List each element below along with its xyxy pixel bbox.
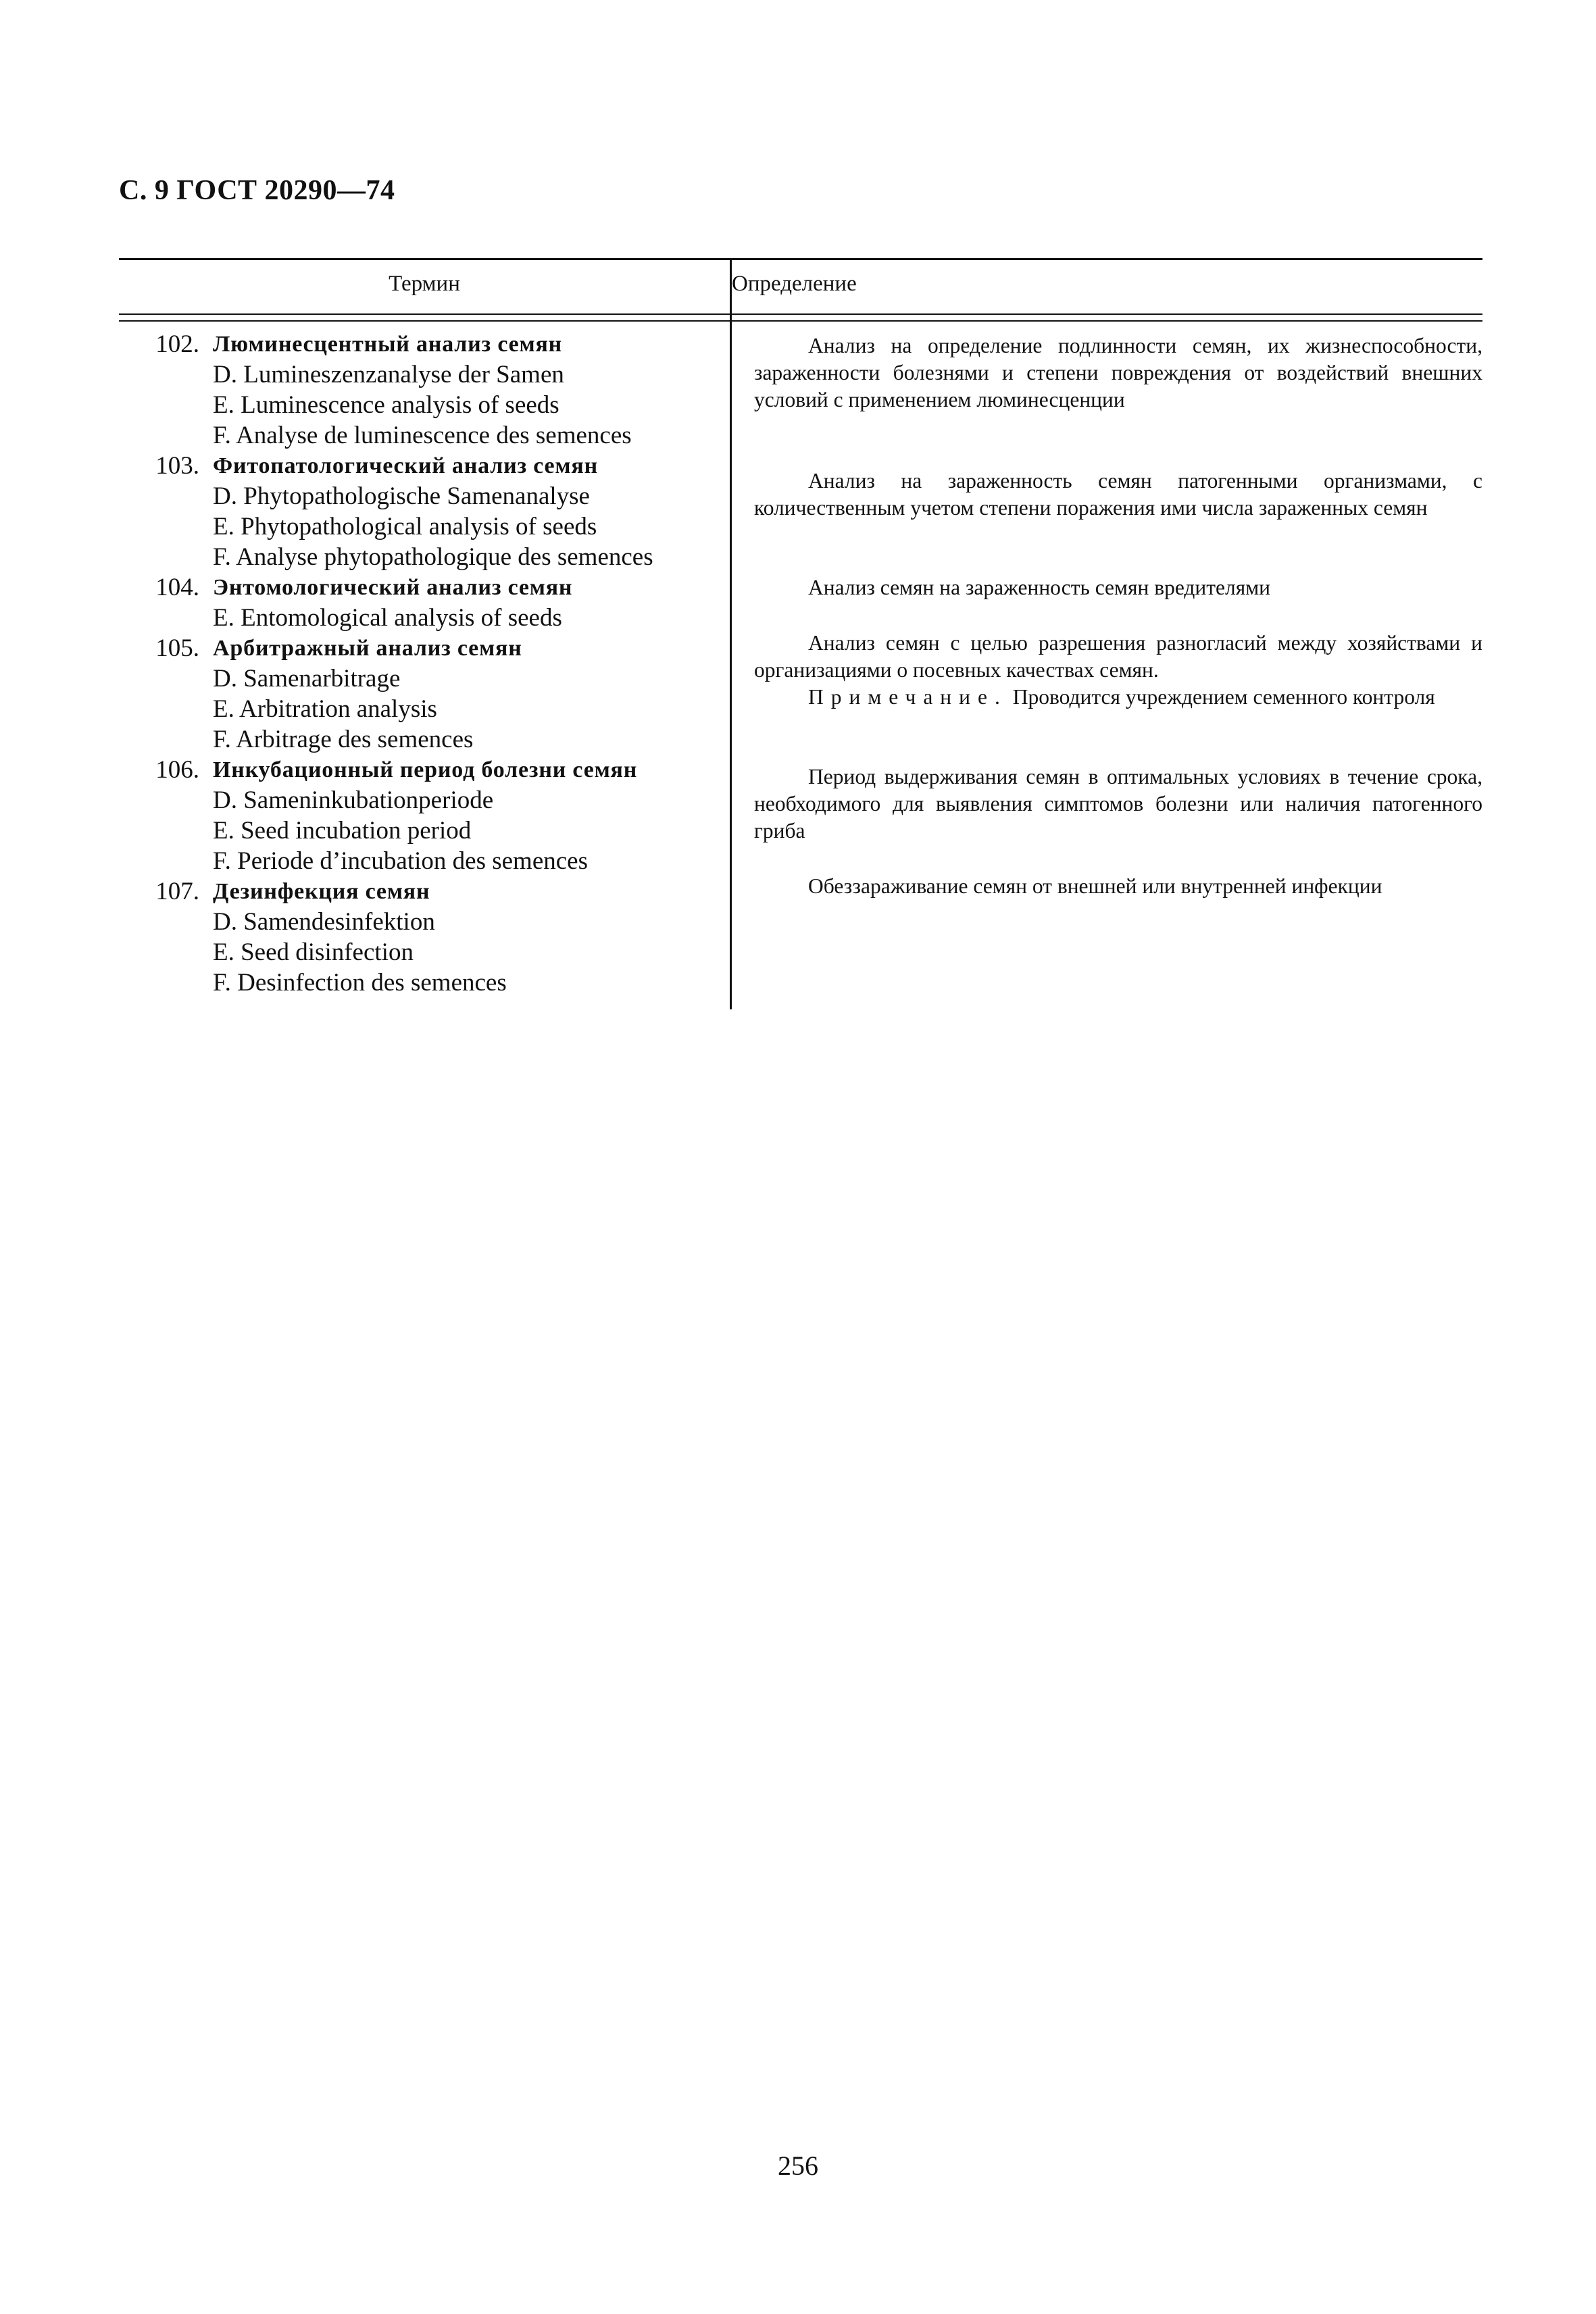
term-equivalent: D. Sameninkubationperiode [213,786,494,814]
header-rule [119,313,1482,315]
term-row [119,876,727,907]
definition-text [754,630,1482,711]
term-number: 102. [155,330,199,358]
column-header-term: Термин [389,272,460,296]
header-rule-double [119,320,1482,322]
term-row [119,329,727,359]
definition-paragraph: Анализ семян с целью разрешения разногласий между хозяйствами и организациями о посевных качествах семян. [754,631,1482,682]
definition-paragraph: Период выдерживания семян в оптимальных условиях в течение срока, необходимого для выявления симптомов болезни или наличия патогенного гриба [754,765,1482,842]
term-equivalent: E. Arbitration analysis [213,695,437,723]
column-header-definition: Определение [732,272,857,296]
term-row [119,633,727,663]
term-equivalent: E. Luminescence analysis of seeds [213,391,559,419]
term-number: 106. [155,756,199,784]
definition-paragraph: Обеззараживание семян от внешней или внутренней инфекции [808,874,1382,898]
term-row [119,572,727,603]
term-name: Фитопатологический анализ семян [213,453,598,478]
term-equivalent: F. Arbitrage des semences [213,726,474,753]
term-name: Люминесцентный анализ семян [213,332,563,357]
definition-text [754,468,1482,522]
term-equivalent: F. Periode d’incubation des semences [213,847,588,875]
term-column [119,329,727,998]
definition-paragraph: Анализ на определение подлинности семян, их жизнеспособности, зараженности болезнями и степени повреждения от воздействий внешних условий с применением люминесценции [754,334,1482,411]
term-equivalent: D. Lumineszenzanalyse der Samen [213,361,564,388]
column-divider [730,258,732,1009]
term-number: 105. [155,634,199,662]
term-number: 104. [155,574,199,601]
definition-note [754,684,1482,711]
term-equivalent: E. Seed disinfection [213,938,414,966]
note-text: Проводится учреждением семенного контроля [1007,685,1435,709]
definition-paragraph: Анализ семян на зараженность семян вредителями [808,576,1271,599]
definition-text [754,332,1482,413]
term-name: Дезинфекция семян [213,879,430,904]
term-equivalent: F. Desinfection des semences [213,969,507,997]
definition-text [754,763,1482,845]
term-number: 107. [155,878,199,905]
term-equivalent: D. Samendesinfektion [213,908,435,936]
term-row [119,451,727,481]
term-equivalent: F. Analyse de luminescence des semences [213,422,632,449]
definition-paragraph: Анализ на зараженность семян патогенными организмами, с количественным учетом степени поражения ими числа зараженных семян [754,469,1482,520]
term-equivalent: E. Seed incubation period [213,817,472,845]
term-equivalent: D. Phytopathologische Samenanalyse [213,482,590,510]
term-name: Энтомологический анализ семян [213,575,573,600]
term-name: Инкубационный период болезни семян [213,757,638,782]
definition-text [754,574,1482,601]
table-top-rule [119,258,1482,260]
definition-text [754,873,1482,900]
term-row [119,755,727,785]
term-equivalent: F. Analyse phytopathologique des semences [213,543,653,571]
note-label: Примечание. [808,685,1007,709]
page-header: С. 9 ГОСТ 20290—74 [119,175,395,206]
term-equivalent: D. Samenarbitrage [213,665,401,693]
terms-table [119,258,1482,1009]
page-number: 256 [778,2150,818,2181]
term-name: Арбитражный анализ семян [213,636,522,661]
term-number: 103. [155,452,199,480]
term-equivalent: E. Phytopathological analysis of seeds [213,513,597,540]
term-equivalent: E. Entomological analysis of seeds [213,604,562,632]
